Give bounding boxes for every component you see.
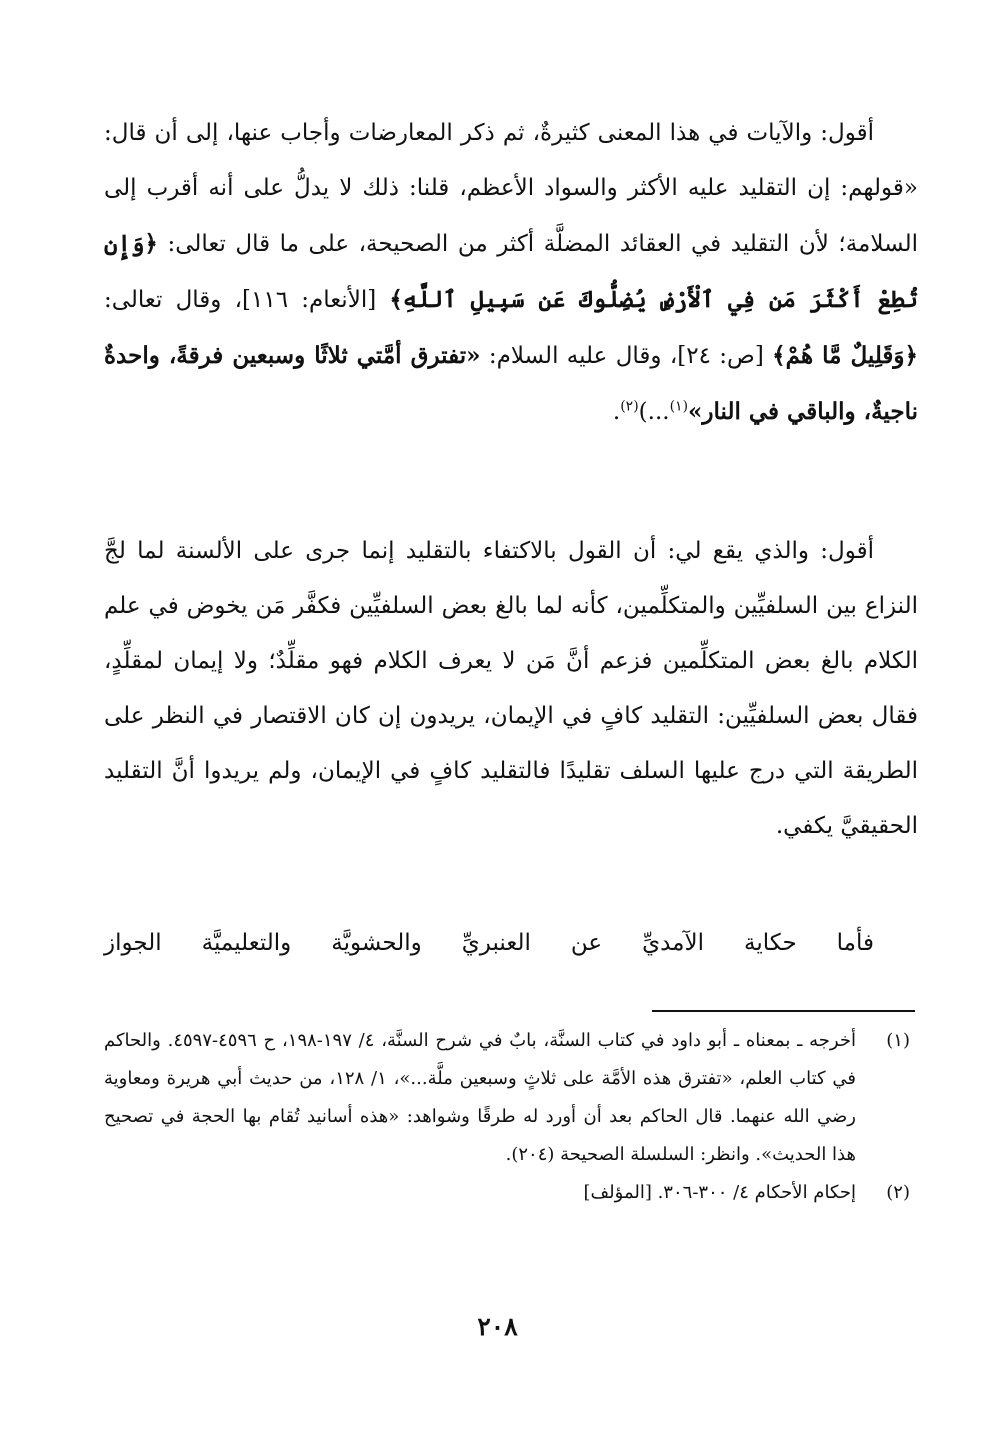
- footnotes-section: [104, 1022, 910, 1212]
- footnote-2: [104, 1174, 910, 1212]
- paragraph-3: [104, 916, 918, 971]
- footnote-ref-2[interactable]: (٢): [620, 398, 639, 415]
- verse-reference-sad: [ص: ٢٤]، وقال عليه السلام:: [488, 343, 764, 369]
- page-number: ٢٠٨: [477, 1312, 518, 1341]
- paragraph-1-intro: أقول: والآيات في هذا المعنى كثيرةٌ، ثم ذكر المعارضات وأجاب عنها، إلى أن قال: «قولهم: إن التقليد عليه الأكثر والسواد الأعظم، قلنا: ذلك لا يدلُّ على أنه أقرب إلى السلامة؛ لأن التقليد في العقائد المضلَّة أكثر من الصحيحة، على ما قال تعالى:: [104, 120, 918, 257]
- ellipsis-close: ...): [638, 399, 670, 425]
- paragraph-3-text: فأما حكاية الآمديِّ عن العنبريِّ والحشويَّة والتعليميَّة الجواز: [104, 930, 874, 956]
- footnote-number: (٢): [886, 1182, 910, 1203]
- paragraph-2: [104, 524, 918, 854]
- paragraph-2-text: أقول: والذي يقع لي: أن القول بالاكتفاء بالتقليد إنما جرى على الألسنة لما لجَّ النزاع بين السلفيِّين والمتكلِّمين، كأنه لما بالغ بعض السلفيِّين فكفَّر مَن يخوض في علم الكلام بالغ بعض المتكلِّمين فزعم أنَّ مَن لا يعرف الكلام فهو مقلِّدٌ؛ ولا إيمان لمقلِّدٍ، فقال بعض السلفيِّين: التقليد كافٍ في الإيمان، يريدون إن كان الاقتصار في النظر على الطريقة التي درج عليها السلف تقليدًا فالتقليد كافٍ في الإيمان، ولم يريدوا أنَّ التقليد الحقيقيَّ يكفي.: [104, 538, 918, 839]
- footnote-ref-1[interactable]: (١): [669, 398, 689, 415]
- paragraph-1: [104, 106, 918, 440]
- quran-verse-anam-116: ﴿وَإِن تُطِعْ أَكْثَرَ مَن فِي ٱلْأَرْضِ يُضِلُّوكَ عَن سَبِيلِ ٱللَّهِ﴾: [104, 230, 918, 313]
- footnote-text: إحكام الأحكام ٤/ ٣٠٠-٣٠٦. [المؤلف]: [583, 1182, 856, 1203]
- footnote-1: [104, 1022, 910, 1174]
- footnote-text: أخرجه ـ بمعناه ـ أبو داود في كتاب السنَّة، بابٌ في شرح السنَّة، ٤/ ١٩٧-١٩٨، ح ٤٥٩٦-٤٥٩٧. والحاكم في كتاب العلم، «تفترق هذه الأمَّة على ثلاثٍ وسبعين ملَّة...»، ١/ ١٢٨، من حديث أبي هريرة ومعاوية رضي الله عنهما. قال الحاكم بعد أن أورد له طرقًا وشواهد: «هذه أسانيد تُقام بها الحجة في تصحيح هذا الحديث». وانظر: السلسلة الصحيحة (٢٠٤).: [104, 1030, 857, 1165]
- sentence-end: .: [612, 399, 621, 425]
- verse-reference-anam: [الأنعام: ١١٦]، وقال تعالى:: [104, 287, 377, 313]
- footnote-separator-line: [652, 1010, 915, 1012]
- quran-verse-sad-24: ﴿وَقَلِيلٌ مَّا هُمْ﴾: [772, 342, 919, 369]
- hadith-quote: «تفترق أمَّتي ثلاثًا وسبعين فرقةً، واحدةٌ ناجيةٌ، والباقي في النار»: [104, 342, 918, 425]
- footnote-number: (١): [886, 1030, 910, 1051]
